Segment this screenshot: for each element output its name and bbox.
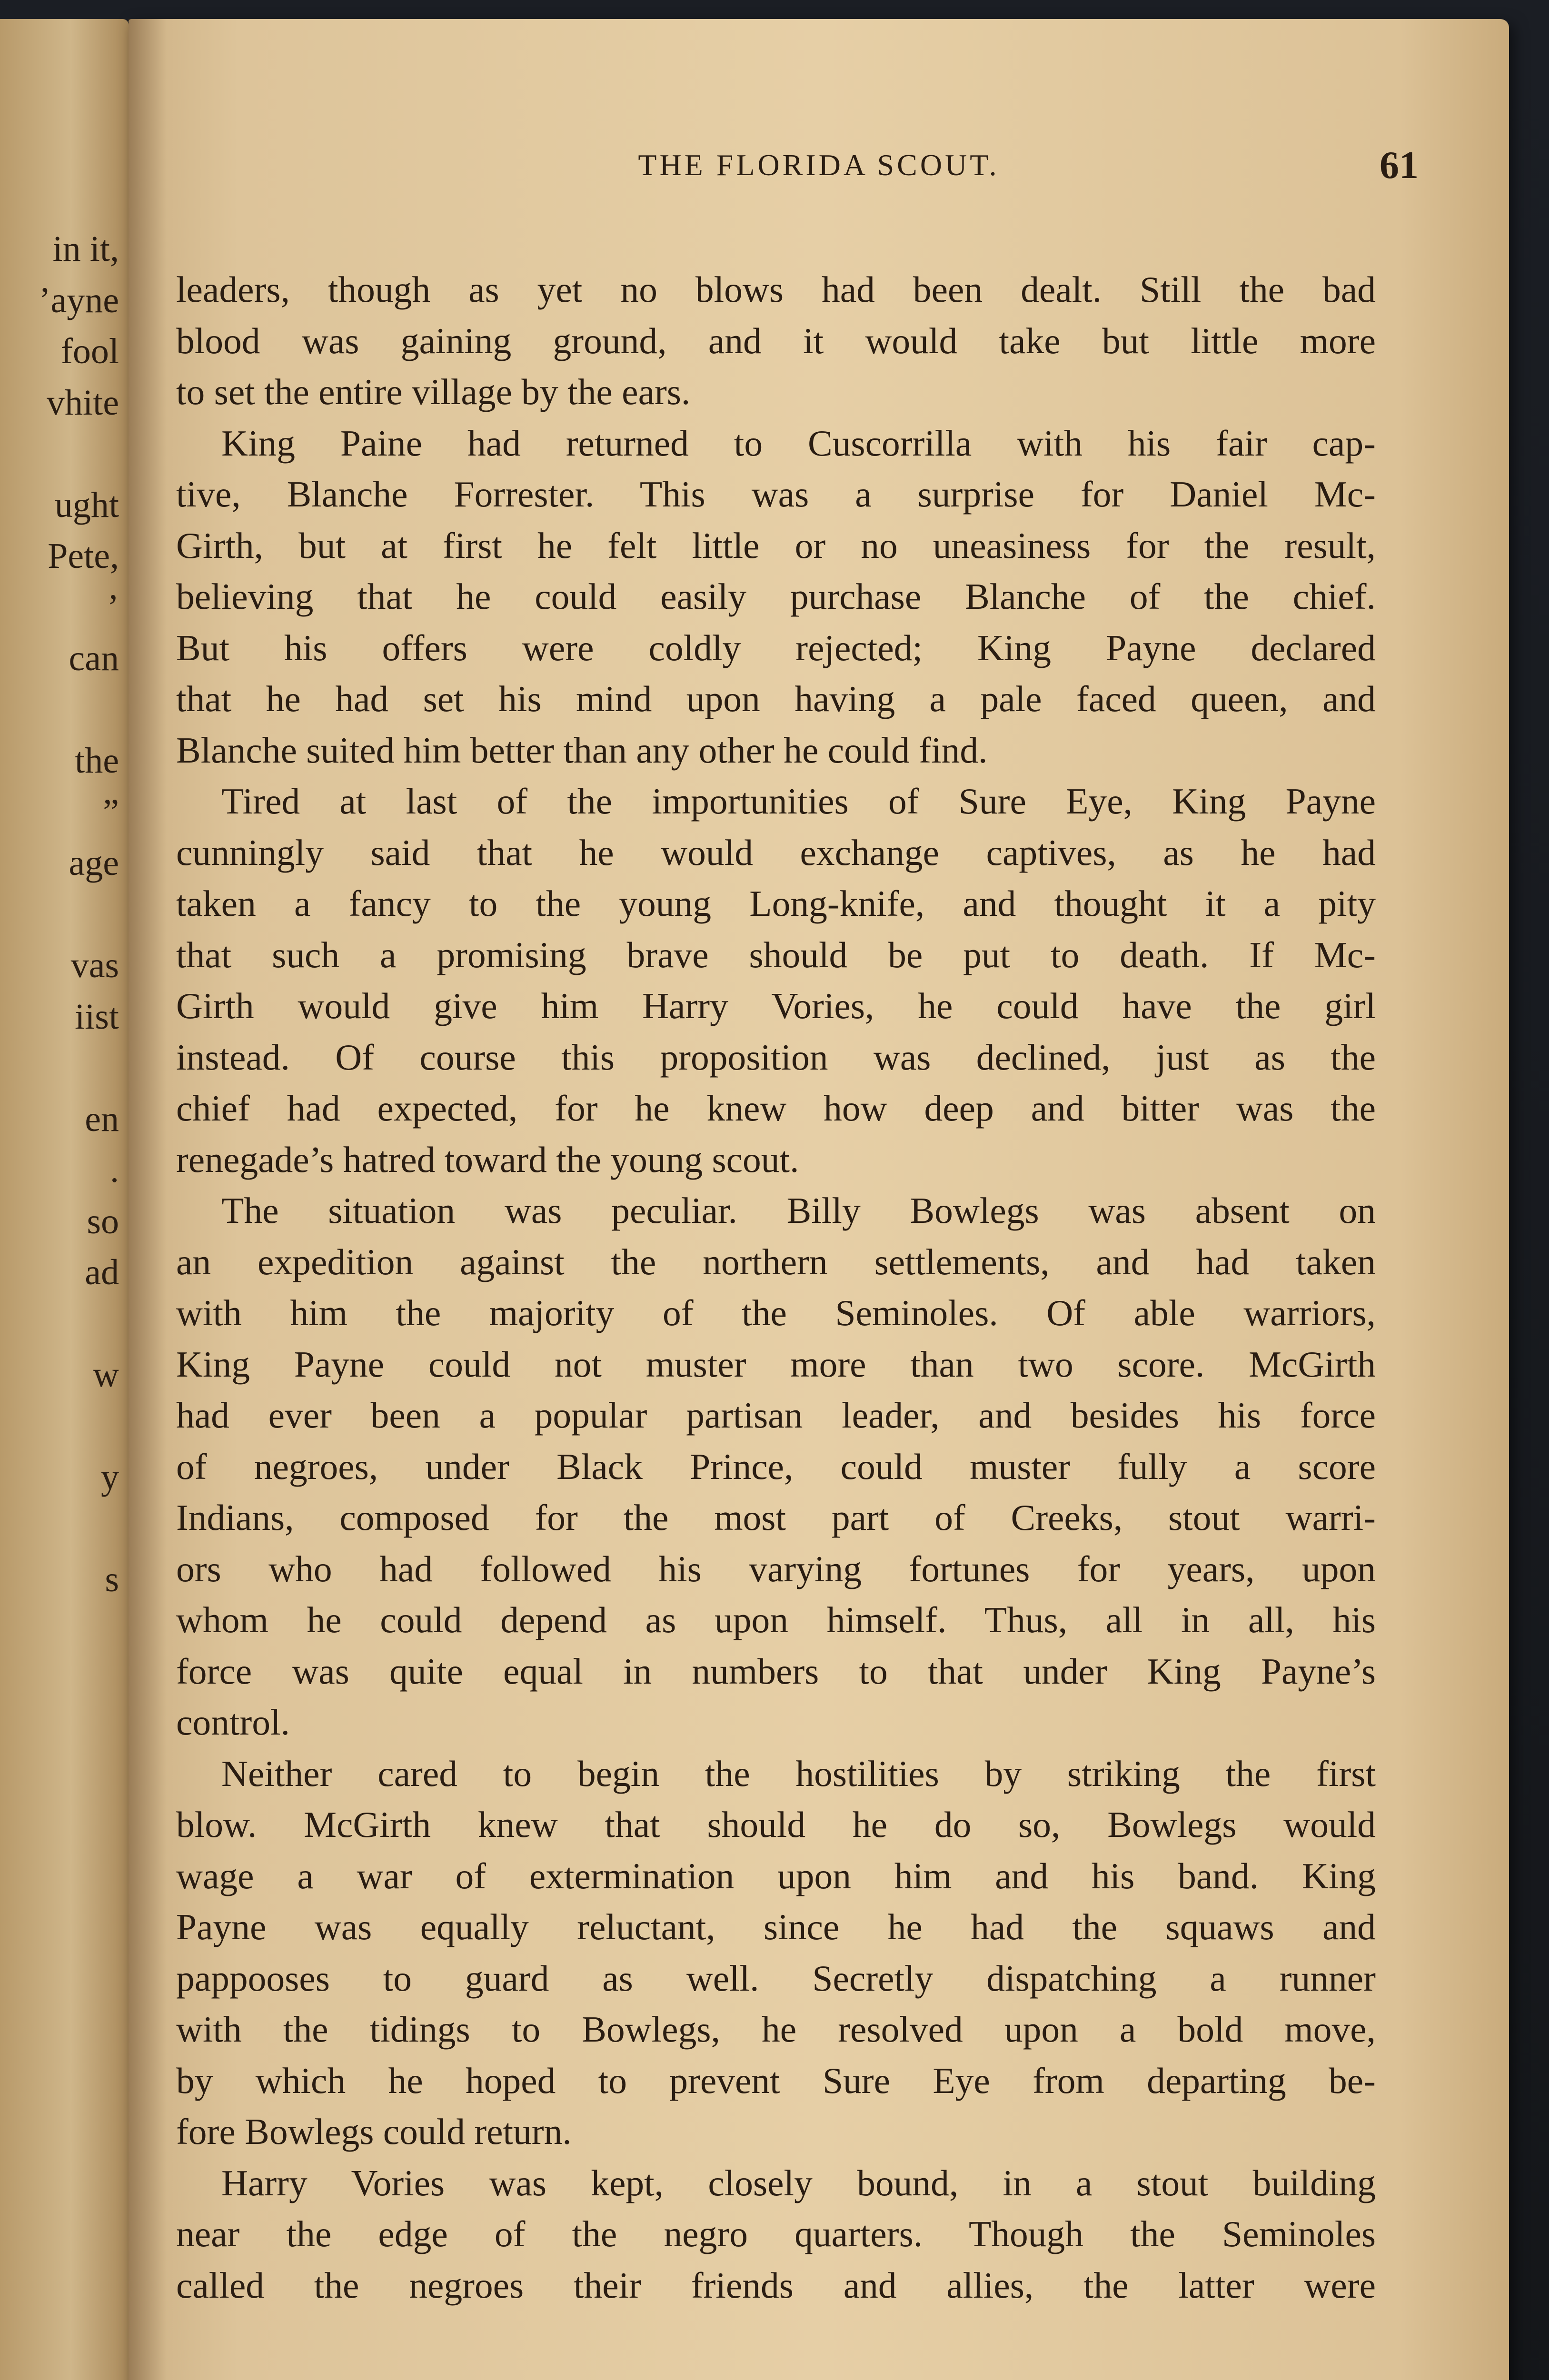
text-line: pappooses to guard as well. Secretly dispatching a runner <box>176 1957 1376 1999</box>
spine-shadow <box>129 19 167 2380</box>
text-line: ors who had followed his varying fortunes for years, upon <box>176 1548 1376 1589</box>
text-line: blow. McGirth knew that should he do so, Bowlegs would <box>176 1804 1376 1845</box>
text-line: Indians, composed for the most part of Creeks, stout warri- <box>176 1497 1376 1538</box>
facing-page-fragment: can <box>69 638 119 678</box>
text-line: Neither cared to begin the hostilities by striking the first <box>221 1753 1376 1794</box>
text-line: to set the entire village by the ears. <box>176 371 691 412</box>
text-line: by which he hoped to prevent Sure Eye from departing be- <box>176 2060 1376 2101</box>
running-head <box>129 138 1509 190</box>
text-line: Tired at last of the importunities of Sure Eye, King Payne <box>221 781 1376 822</box>
facing-page-fragment: vhite <box>47 382 119 423</box>
book-page <box>129 19 1509 2380</box>
text-line: Blanche suited him better than any other he could find. <box>176 729 988 771</box>
text-line: that he had set his mind upon having a pale faced queen, and <box>176 678 1376 719</box>
facing-page-fragment: y <box>101 1457 119 1497</box>
text-line: that such a promising brave should be put to death. If Mc- <box>176 934 1376 975</box>
facing-page-edge <box>0 19 129 2380</box>
facing-page-fragment: s <box>105 1559 119 1599</box>
text-line: fore Bowlegs could return. <box>176 2111 572 2152</box>
facing-page-fragment: in it, <box>52 229 119 269</box>
text-line: tive, Blanche Forrester. This was a surprise for Daniel Mc- <box>176 474 1376 515</box>
facing-page-fragment: Pete, <box>48 536 119 576</box>
text-line: with him the majority of the Seminoles. Of able warriors, <box>176 1292 1376 1333</box>
facing-page-fragment: vas <box>70 945 119 985</box>
text-line: renegade’s hatred toward the young scout. <box>176 1139 799 1180</box>
text-line: force was quite equal in numbers to that under King Payne’s <box>176 1650 1376 1692</box>
text-line: control. <box>176 1702 290 1743</box>
facing-page-fragment: so <box>87 1201 119 1241</box>
facing-page-fragment: ad <box>85 1252 119 1292</box>
running-head-title: THE FLORIDA SCOUT. <box>638 148 1000 182</box>
text-line: called the negroes their friends and allies, the latter were <box>176 2264 1376 2306</box>
text-line: Girth, but at first he felt little or no uneasiness for the result, <box>176 525 1376 566</box>
text-line: had ever been a popular partisan leader, and besides his force <box>176 1395 1376 1436</box>
facing-page-fragment: age <box>69 843 119 883</box>
facing-page-fragment: the <box>75 741 119 781</box>
facing-page-fragment: ” <box>103 792 119 832</box>
text-line: Girth would give him Harry Vories, he could have the girl <box>176 985 1376 1026</box>
text-line: Payne was equally reluctant, since he had the squaws and <box>176 1906 1376 1947</box>
text-line: The situation was peculiar. Billy Bowlegs was absent on <box>221 1190 1376 1231</box>
text-line: King Payne could not muster more than two score. McGirth <box>176 1343 1376 1385</box>
facing-page-fragment: fool <box>60 331 119 371</box>
text-line: near the edge of the negro quarters. Though the Seminoles <box>176 2213 1376 2254</box>
text-line: wage a war of extermination upon him and his band. King <box>176 1855 1376 1896</box>
facing-page-fragment: iist <box>75 996 119 1037</box>
text-line: leaders, though as yet no blows had been dealt. Still the bad <box>176 269 1376 310</box>
text-line: cunningly said that he would exchange captives, as he had <box>176 832 1376 873</box>
facing-page-fragment: . <box>110 1150 119 1190</box>
text-line: King Paine had returned to Cuscorrilla with his fair cap- <box>221 422 1376 464</box>
text-line: believing that he could easily purchase Blanche of the chief. <box>176 576 1376 617</box>
text-line: Harry Vories was kept, closely bound, in a stout building <box>221 2162 1376 2203</box>
facing-page-fragment: ’ <box>107 587 119 627</box>
text-line: blood was gaining ground, and it would take but little more <box>176 320 1376 361</box>
text-line: taken a fancy to the young Long-knife, and thought it a pity <box>176 883 1376 924</box>
facing-page-fragment: ’ayne <box>39 280 119 320</box>
facing-page-fragment: ught <box>54 485 119 525</box>
text-line: instead. Of course this proposition was declined, just as the <box>176 1036 1376 1078</box>
text-line: with the tidings to Bowlegs, he resolved upon a bold move, <box>176 2009 1376 2050</box>
text-line: chief had expected, for he knew how deep and bitter was the <box>176 1088 1376 1129</box>
text-line: an expedition against the northern settlements, and had taken <box>176 1241 1376 1282</box>
body-text <box>176 264 1376 2311</box>
text-line: of negroes, under Black Prince, could muster fully a score <box>176 1446 1376 1487</box>
text-line: whom he could depend as upon himself. Thus, all in all, his <box>176 1599 1376 1640</box>
facing-page-fragment: w <box>93 1355 119 1395</box>
page-number: 61 <box>1380 143 1419 187</box>
facing-page-fragment: en <box>85 1099 119 1139</box>
text-line: But his offers were coldly rejected; King Payne declared <box>176 627 1376 668</box>
